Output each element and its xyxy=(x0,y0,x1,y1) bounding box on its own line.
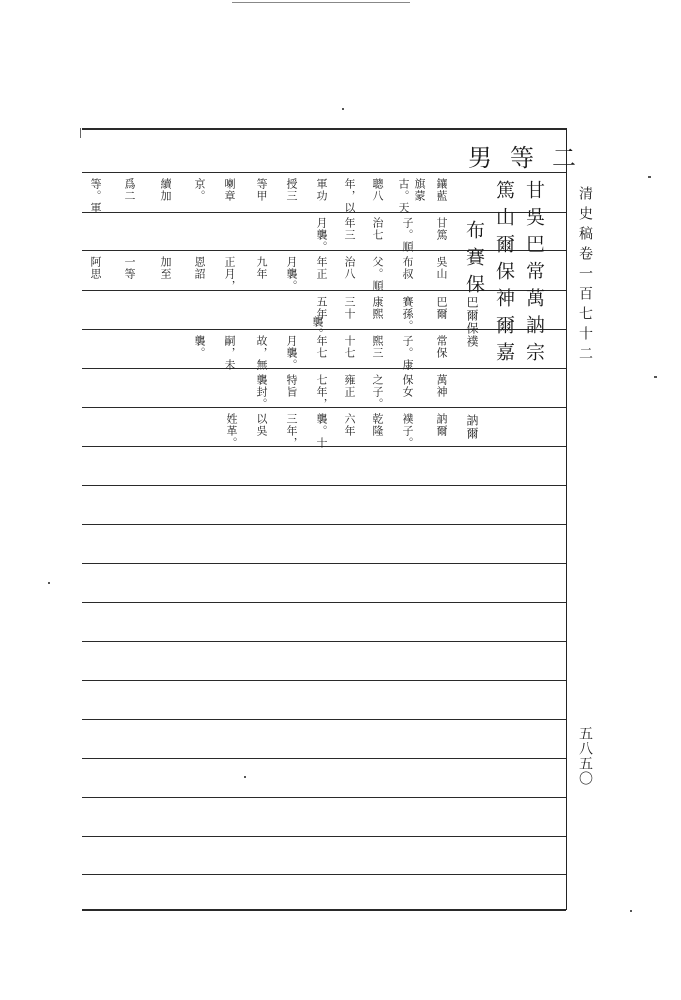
row3-cell: 治八 xyxy=(343,256,356,280)
scan-top-rule xyxy=(232,2,410,3)
name-column-1: 甘吳巴常萬訥宗 xyxy=(523,180,545,369)
row4-cell: 五年 xyxy=(315,296,328,320)
row7-cell: 三年， xyxy=(285,413,298,449)
row7-cell: 襆子。 xyxy=(401,413,414,449)
name-column-3: 布賽保 xyxy=(463,220,485,301)
frame-right-border xyxy=(566,128,567,910)
row1-cell: 聰八 xyxy=(371,178,384,202)
row1-cell: 軍功 xyxy=(315,178,328,202)
row1-cell: 等。軍 xyxy=(89,178,102,214)
row7-cell: 六年 xyxy=(343,413,356,437)
row5-cell: 故，無 xyxy=(255,335,268,371)
row3-cell: 阿思 xyxy=(89,256,102,280)
row3-cell: 月襲。 xyxy=(285,256,298,292)
row4-cell: 襲。 xyxy=(311,316,324,340)
row5-cell: 襲。 xyxy=(193,335,206,359)
row5-cell: 月襲。 xyxy=(285,335,298,371)
row4-cell: 三十 xyxy=(343,296,356,320)
row7-cell: 襲。十 xyxy=(315,413,328,449)
row1-cell: 鑲藍 xyxy=(435,178,448,202)
row7-cell: 乾隆 xyxy=(371,413,384,437)
row2-cell: 甘篤 xyxy=(435,217,448,241)
rule-row xyxy=(82,602,566,603)
rule-top xyxy=(82,128,566,130)
scan-speck xyxy=(654,376,657,378)
rule-row xyxy=(82,719,566,720)
row1-cell: 授三 xyxy=(285,178,298,202)
row3-cell: 一等 xyxy=(123,256,136,280)
row7-cell: 訥爾 xyxy=(435,413,448,437)
row1-cell: 京。 xyxy=(193,178,206,202)
row1-cell: 等甲 xyxy=(255,178,268,202)
scan-speck xyxy=(244,776,246,778)
row7-cell: 以吳 xyxy=(255,413,268,437)
row5-cell: 熙三 xyxy=(371,335,384,359)
table-heading: 二等男 xyxy=(468,144,594,172)
row6-cell: 雍正 xyxy=(343,374,356,398)
rule-bottom xyxy=(82,909,566,911)
scan-speck xyxy=(48,582,50,584)
row5-cell: 年七 xyxy=(315,335,328,359)
row5-cell: 常保 xyxy=(435,335,448,359)
row4-cell: 賽孫。 xyxy=(401,296,414,332)
name-column-4: 巴爾保襆 xyxy=(465,296,479,348)
row3-cell: 父。順 xyxy=(371,256,384,292)
scan-speck xyxy=(648,176,651,178)
row1-cell: 爲二 xyxy=(123,178,136,202)
rule-row xyxy=(82,797,566,798)
rule-row xyxy=(82,485,566,486)
rule-row xyxy=(82,874,566,875)
name-column-5: 訥爾 xyxy=(465,414,479,440)
row5-cell: 嗣，未 xyxy=(223,335,236,371)
row2-cell: 年三 xyxy=(343,217,356,241)
row3-cell: 恩詔 xyxy=(193,256,206,280)
row6-cell: 七年， xyxy=(315,374,328,410)
scan-speck xyxy=(342,108,344,110)
row4-cell: 巴爾 xyxy=(435,296,448,320)
row3-cell: 正月， xyxy=(223,256,236,292)
rule-row xyxy=(82,563,566,564)
row3-cell: 布叔 xyxy=(401,256,414,280)
row1-cell: 續加 xyxy=(159,178,172,202)
row4-cell: 康熙 xyxy=(371,296,384,320)
name-column-2: 篤山爾保神爾嘉 xyxy=(493,180,515,369)
row3-cell: 九年 xyxy=(255,256,268,280)
row5-cell: 十七 xyxy=(343,335,356,359)
row6-cell: 之子。 xyxy=(371,374,384,410)
row2-cell: 月襲。 xyxy=(315,217,328,253)
row1-cell: 旗蒙 xyxy=(413,178,426,202)
row6-cell: 襲封。 xyxy=(255,374,268,410)
row3-cell: 吳山 xyxy=(435,256,448,280)
row2-cell: 治七 xyxy=(371,217,384,241)
row6-cell: 保女 xyxy=(401,374,414,398)
row1-cell: 古。天 xyxy=(397,178,410,214)
row5-cell: 子。康 xyxy=(401,335,414,371)
row2-cell: 子。順 xyxy=(401,217,414,253)
rule-row xyxy=(82,524,566,525)
row7-cell: 姓革。 xyxy=(225,413,238,449)
frame-left-stub xyxy=(80,128,81,138)
book-title: 清史稿卷一百七十二 xyxy=(577,186,593,366)
rule-row xyxy=(82,680,566,681)
page-number: 五八五〇 xyxy=(577,726,593,786)
rule-header xyxy=(82,172,566,173)
row6-cell: 特旨 xyxy=(285,374,298,398)
rule-row xyxy=(82,836,566,837)
row3-cell: 年正 xyxy=(315,256,328,280)
row3-cell: 加至 xyxy=(159,256,172,280)
row6-cell: 萬神 xyxy=(435,374,448,398)
rule-row xyxy=(82,758,566,759)
row1-cell: 喇章 xyxy=(223,178,236,202)
row1-cell: 年，以 xyxy=(343,178,356,214)
scan-speck xyxy=(630,910,632,912)
rule-row xyxy=(82,641,566,642)
